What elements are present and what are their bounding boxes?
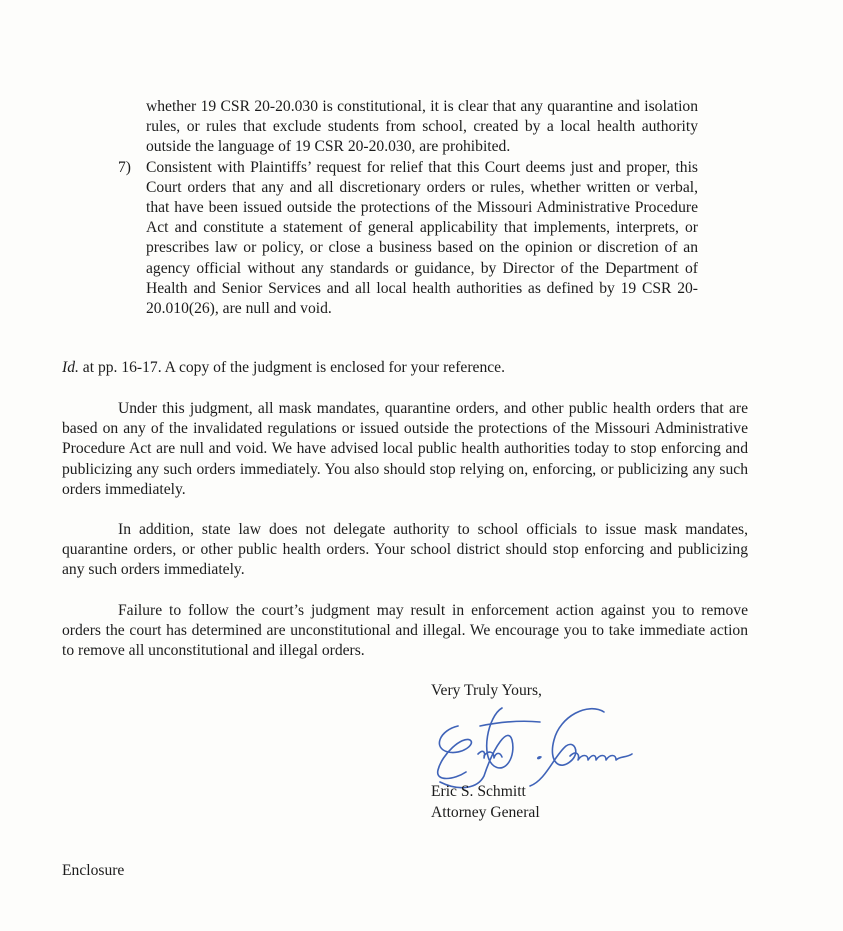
citation-id: Id. (62, 359, 79, 376)
signer-name: Eric S. Schmitt (431, 783, 526, 800)
paragraph-text: Failure to follow the court’s judgment may result in enforcement action against you to remove orders the court has determined are unconstitutional and illegal. We encourage you to take immediate action to remove all unconstitutional and illegal orders. (62, 602, 748, 660)
quote-item-number: 7) (118, 158, 131, 176)
citation-line (62, 358, 762, 378)
paragraph-text: In addition, state law does not delegate authority to school officials to issue mask mandates, quarantine orders, or other public health orders. Your school district should stop enforcing and publicizing any such orders immediately. (62, 521, 748, 579)
citation-text: at pp. 16-17. A copy of the judgment is enclosed for your reference. (78, 359, 505, 376)
quote-item-7 (118, 158, 698, 320)
body-paragraph-judgment (62, 399, 748, 500)
body-paragraph-school-officials (62, 520, 748, 581)
quoted-judgment-block (118, 97, 698, 319)
paragraph-text: Under this judgment, all mask mandates, quarantine orders, and other public health orders that are based on any of the invalidated regulations or issued outside the protections of the Missouri Administrative Procedure Act are null and void. We have advised local public health authorities today to stop enforcing and publicizing any such orders immediately. You also should stop relying on, enforcing, or publicizing any such orders immediately. (62, 400, 748, 498)
valediction: Very Truly Yours, (431, 682, 542, 699)
quote-item-text: Consistent with Plaintiffs’ request for relief that this Court deems just and proper, this Court orders that any and all discretionary orders or rules, whether written or verbal, that have been issued outside the protections of the Missouri Administrative Procedure Act and constitute a statement of general applicability that implements, interprets, or prescribes law or policy, or close a business based on the opinion or discretion of an agency official without any standards or guidance, by Director of the Department of Health and Senior Services and all local health authorities as defined by 19 CSR 20-20.010(26), are null and void. (146, 158, 698, 318)
quote-continuation-text: whether 19 CSR 20-20.030 is constitutional, it is clear that any quarantine and isolation rules, or rules that exclude students from school, created by a local health authority outside the language of 19 CSR 20-20.030, are prohibited. (146, 98, 698, 156)
body-paragraph-enforcement (62, 601, 748, 662)
enclosure-note: Enclosure (62, 862, 125, 879)
signer-title: Attorney General (431, 804, 540, 821)
handwritten-signature (420, 696, 650, 792)
